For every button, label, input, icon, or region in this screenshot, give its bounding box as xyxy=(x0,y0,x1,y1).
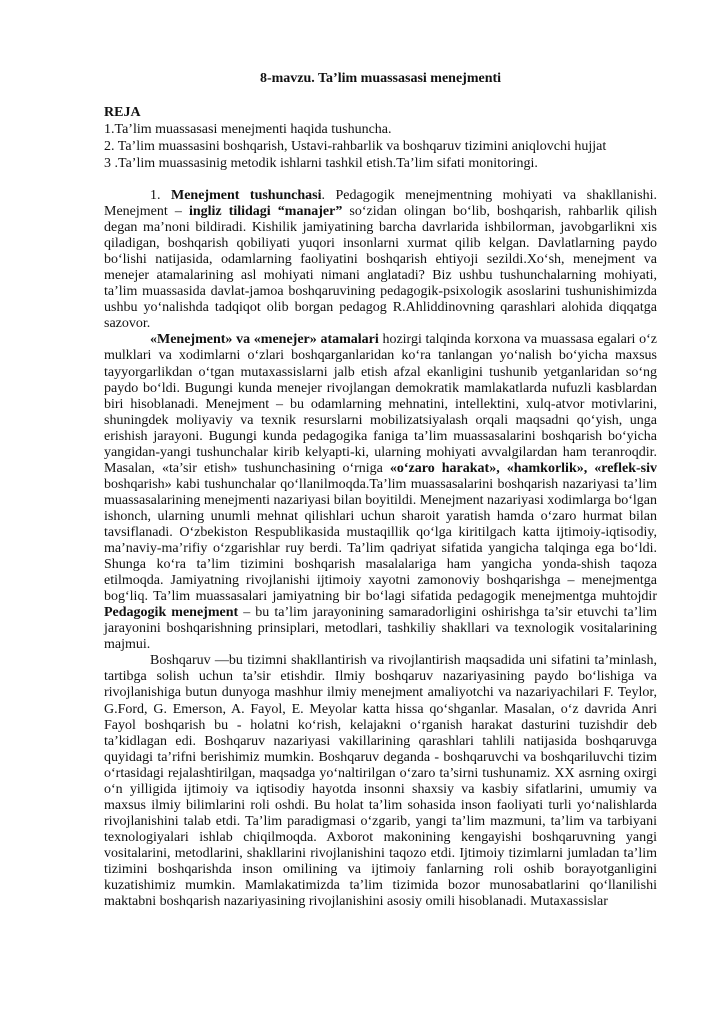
paragraph-text: boshqarish» kabi tushunchalar qo‘llanilmoqda.Ta’lim muassasalarini boshqarish nazariyasi ta’lim muassasalarining menejmenti nazariyasi bilan boyitildi. Menejment nazariyasi xodimlarga bo‘lgan ishonch, ularning unumli mehnat qilishlari uchun sharoit yaratish hamda o‘zaro hurmat bilan tavsiflanadi. O‘zbekiston Respublikasida mustaqillik qo‘lga kiritilgach katta ijtimoiy-iqtisodiy, ma’naviy-ma’rifiy o‘zgarishlar ruy berdi. Ta’lim qadriyat sifatida yangicha talqinga ega bo‘ldi. Shunga ko‘ra ta’lim tizimini boshqarish masalalariga ham yangicha yonda-shish taqoza etilmoqda. Jamiyatning rivojlanishi ijtimoiy xayotni zamonoviy boshqarishga – menejmentga bog‘liq. Ta’lim muassasalari jamiyatning bir bo‘lagi sifatida pedagogik menejmentga muhtojdir xyxy=(104,476,657,605)
paragraph-text: hozirgi talqinda korxona va muassasa egalari o‘z mulklari va xodimlarni o‘zlari boshqarganlaridan ko‘ra tanlangan yo‘nalish bo‘yicha maxsus tayyorgarlikdan o‘tgan mutaxassislarni jalb etish afzal ekanligini tushunib yetganlaridan so‘ng paydo bo‘ldi. Bugungi kunda menejer rivojlangan demokratik mamlakatlarda nufuzli kasblardan biri hisoblanadi. Menejment – bu odamlarning mehnatini, intellektini, xulq-atvor motivlarini, shuningdek moliyaviy va texnik resurslarni mobilizatsiyalash orqali maqsadni qo‘yish, unga erishish jarayoni. Bugungi kunda pedagogika faniga ta’lim muassasalarini boshqarish bo‘yicha yangidan-yangi tushunchalar kirib kelyapti-ki, ularning mohiyati avvalgilardan ham teranroqdir. Masalan, «ta’sir etish» tushunchasining o‘rniga xyxy=(104,332,657,476)
bold-term: Pedagogik menejment xyxy=(104,605,239,621)
paragraph-text: – bu ta’lim jarayonining samaradorligini oshirishga ta’sir etuvchi ta’lim jarayonini boshqarishning prinsiplari, metodlari, tashkiliy shakllari va texnologik vositalarining majmui. xyxy=(104,605,657,653)
plan-item: 1.Ta’lim muassasasi menejmenti haqida tushuncha. xyxy=(104,122,392,137)
plan-item: 3 .Ta’lim muassasinig metodik ishlarni tashkil etish.Ta’lim sifati monitoringi. xyxy=(104,156,538,171)
section-heading: Menejment tushunchasi xyxy=(171,188,322,203)
bold-term: «Menejment» va «menejer» atamalari xyxy=(150,332,379,348)
paragraph-text: so‘zidan olingan bo‘lib, boshqarish, rahbarlik qilish degan ma’noni bildiradi. Kishilik jamiyatining barcha davrlarida ishbilorman, javobgarlikni xis qiladigan, boshqarish qobiliyati yuqori insonlarni xurmat qilib kelgan. Davlatlarning paydo bo‘lishi natijasida, odamlarning faoliyatini boshqarish ehtiyoji sezildi.Xo‘sh, menejment va menejer atamalarining asl mohiyati nimani anglatadi? Biz ushbu tushunchalarning mohiyati, ta’lim muassasida davlat-jamoa boshqaruvining pedagogik-psixologik asoslarini tushunishimizda ushbu yo‘nalishda tadqiqot olib borgan pedagog R.Ahliddinovning qarashlari alohida diqqatga sazovor. xyxy=(104,204,657,332)
paragraph-text: . Pedagogik menejmentning mohiyati va shakllanishi. Menejment – xyxy=(104,188,658,220)
page-title: 8-mavzu. Ta’lim muassasasi menejmenti xyxy=(259,71,502,86)
section-number: 1. xyxy=(150,188,171,203)
plan-item: 2. Ta’lim muassasini boshqarish, Ustavi-rahbarlik va boshqaruv tizimini aniqlovchi hujjat xyxy=(104,139,607,154)
paragraph-3 xyxy=(104,653,657,910)
bold-term: ingliz tilidagi “manajer” xyxy=(188,204,343,220)
plan-heading: REJA xyxy=(104,105,141,120)
paragraph-2 xyxy=(104,332,657,653)
paragraph-text: Boshqaruv —bu tizimni shakllantirish va rivojlantirish maqsadida uni sifatini ta’minlash, tartibga solish uchun ta’sir etishdir. Ilmiy boshqaruv nazariyasining paydo bo‘lishiga va rivojlanishiga butun dunyoga mashhur ilmiy menejment amaliyotchi va nazariyachilari F. Teylor, G.Ford, G. Emerson, A. Fayol, E. Meyolar katta hissa qo‘shganlar. Masalan, o‘z davrida Anri Fayol boshqarish bu - holatni ko‘rish, kelajakni o‘rganish harakat dasturini tuzishdir deb ta’kidlagan edi. Boshqaruv nazariyasi vakillarining qarashlari tahlili natijasida boshqaruvga quyidagi ta’rifni berishimiz mumkin. Boshqaruv deganda - boshqaruvchi va boshqariluvchi tizim o‘rtasidagi rejalashtirilgan, maqsadga yo‘naltirilgan o‘zaro ta’sirni tushunamiz. XX asrning oxirgi o‘n yilligida ijtimoiy va iqtisodiy hayotda insonni shaxsiy va kasbiy sifatlarini, umumiy va maxsus ilmiy bilimlarini roli oshdi. Bu holat ta’lim sohasida inson faoliyati turli yo‘nalishlarda rivojlanishini talab etdi. Ta’lim paradigmasi o‘zgarib, yangi ta’lim mazmuni, ta’lim va tarbiyani texnologiyalari ishlab chiqilmoqda. Axborot makonining kengayishi boshqaruvning yangi vositalarini, metodlarini, shakllarini rivojlanishini taqozo etdi. Ijtimoiy tizimlarni jumladan ta’lim tizimini boshqarishda inson omilining va ijtimoiy fanlarning roli oshib borayotganligini kuzatishimiz mumkin. Mamlakatimizda ta’lim tizimida bozor munosabatlarini qo‘llanilishi maktabni boshqarish nazariyasining rivojlanishini asosiy omili hisoblanadi. Mutaxassislar xyxy=(104,653,657,910)
bold-term: «o‘zaro harakat», «hamkorlik», «reflek-siv xyxy=(389,460,657,476)
paragraph-1 xyxy=(104,188,657,332)
plan-section xyxy=(104,104,657,172)
